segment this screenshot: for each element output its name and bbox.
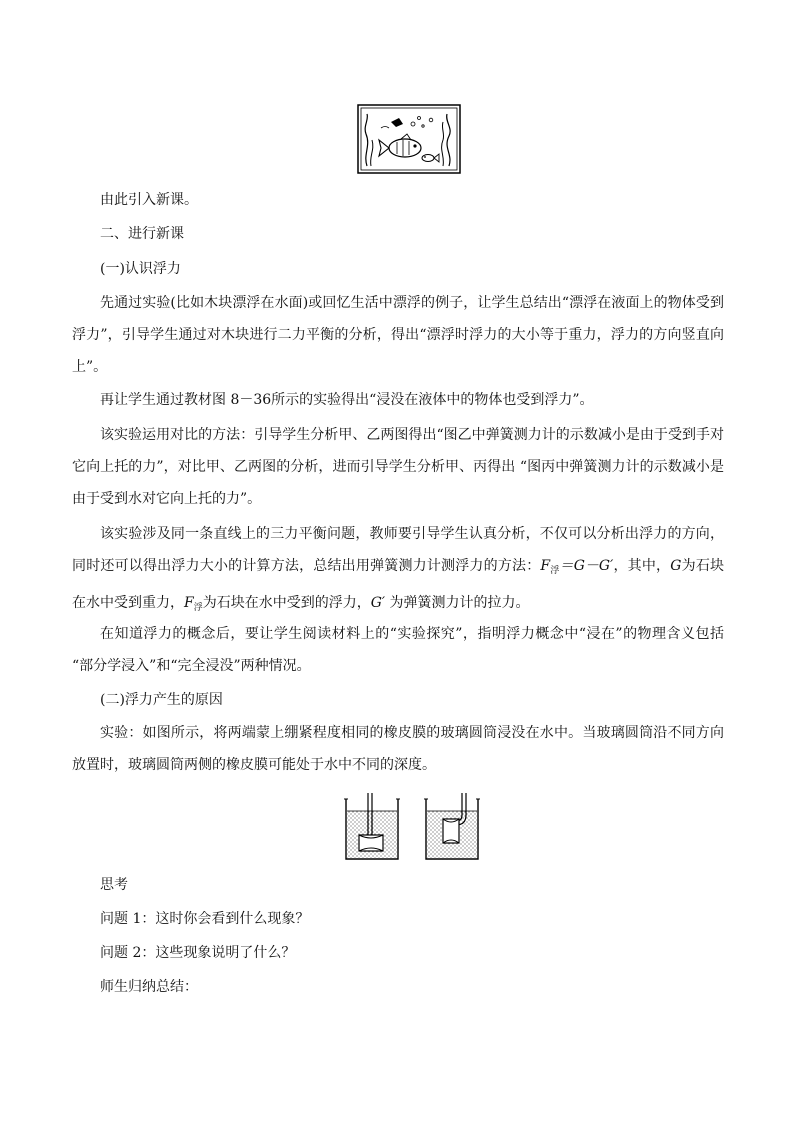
paragraph-3: 该实验运用对比的方法：引导学生分析甲、乙两图得出“图乙中弹簧测力计的示数减小是由于受到手对它向上托的力”，对比甲、乙两图的分析，进而引导学生分析甲、丙得出 “图丙中弹簧测力计的示数减小是由于受到水对它向上托的力”。 bbox=[72, 427, 724, 507]
paragraph-2: 再让学生通过教材图 8－36所示的实验得出“浸没在液体中的物体也受到浮力”。 bbox=[100, 392, 594, 408]
paragraph-5: 在知道浮力的概念后，要让学生阅读材料上的“实验探究”，指明浮力概念中“浸在”的物理含义包括 “部分学浸入”和“完全浸没”两种情况。 bbox=[72, 626, 724, 674]
subsection-heading-1: (一)认识浮力 bbox=[100, 261, 181, 277]
buoyancy-formula: ＝G－G′ bbox=[559, 558, 614, 574]
section-heading-2: 二、进行新课 bbox=[100, 226, 184, 242]
question-2: 问题 2：这些现象说明了什么？ bbox=[100, 945, 296, 961]
buoyancy-symbol: $F_浮$ bbox=[540, 558, 560, 576]
weight-symbol: G bbox=[670, 558, 682, 574]
paragraph-4-text-a: 该实验涉及同一条直线上的三力平衡问题，教师要引导学生认真分析，不仅可以分析出浮力的方向，同时还可以得出浮力大小的计算方法，总结出用弹簧测力计测浮力的方法： bbox=[72, 526, 724, 574]
subsection-heading-2: (二)浮力产生的原因 bbox=[100, 692, 223, 708]
think-label: 思考 bbox=[100, 877, 128, 893]
intro-line: 由此引入新课。 bbox=[100, 192, 198, 208]
paragraph-1: 先通过实验(比如木块漂浮在水面)或回忆生活中漂浮的例子，让学生总结出“漂浮在液面上的物体受到浮力”，引导学生通过对木块进行二力平衡的分析，得出“漂浮时浮力的大小等于重力，浮力的方向竖直向上”。 bbox=[72, 295, 724, 375]
summary-label: 师生归纳总结： bbox=[100, 979, 198, 995]
tension-symbol: G′ bbox=[370, 595, 386, 611]
fish-tank-illustration bbox=[357, 104, 461, 174]
paragraph-4: 该实验涉及同一条直线上的三力平衡问题，教师要引导学生认真分析，不仅可以分析出浮力的方向，同时还可以得出浮力大小的计算方法，总结出用弹簧测力计测浮力的方法：$F_浮=G-G'$，其中，G为石块在水中受到重力，$F_浮$为石块在水中受到的浮力，G′ 为弹簧测力计的拉力。 bbox=[72, 526, 725, 613]
buoyancy-symbol-2: $F_浮$ bbox=[184, 595, 203, 613]
paragraph-6: 实验：如图所示，将两端蒙上绷紧程度相同的橡皮膜的玻璃圆筒浸没在水中。当玻璃圆筒沿不同方向放置时，玻璃圆筒两侧的橡皮膜可能处于水中不同的深度。 bbox=[72, 725, 724, 773]
question-1: 问题 1：这时你会看到什么现象？ bbox=[100, 911, 310, 927]
beaker-experiment-illustration bbox=[342, 793, 482, 863]
